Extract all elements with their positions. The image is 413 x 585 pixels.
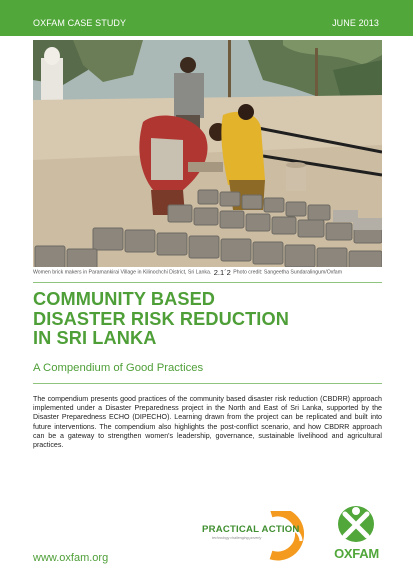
cover-photo [33,40,382,267]
header-bar [0,0,413,36]
caption-text: Women brick makers in Paramankirai Village in Kilinochchi District, Sri Lanka. [33,269,212,276]
photo-credit: Photo credit: Sangeetha Sundaralingum/Oxfam [233,269,343,276]
series-label: OXFAM CASE STUDY [33,18,127,28]
practical-action-tagline: technology challenging poverty [212,536,262,540]
publication-date: JUNE 2013 [332,18,379,28]
title-line-2: DISASTER RISK REDUCTION [33,308,289,329]
summary-paragraph: The compendium presents good practices of the community based disaster risk reduction (CBDRR) approach implemented under a Disaster Preparedness project in the North and East of Sri Lanka, supported by the Disaster Preparedness ECHO (DIPECHO). Learning drawn from the project can be replicated and built into future interventions. The compendium also highlights the post-conflict scenario, and how CBDRR approach can be a gateway to strengthen women's leadership, governance, sustainable livelihood and agricultural practices. [33,395,382,450]
caption-marker: 2.1´2 [213,268,231,277]
title-line-1: COMMUNITY BASED [33,289,216,309]
title-line-3: IN SRI LANKA [33,328,157,348]
report-title [33,290,393,349]
divider-bottom [33,383,382,384]
divider-top [33,282,382,283]
practical-action-wordmark: PRACTICAL ACTION [202,524,300,535]
website-link[interactable]: www.oxfam.org [33,552,109,564]
report-subtitle: A Compendium of Good Practices [33,362,204,374]
oxfam-wordmark: OXFAM [334,546,379,561]
photo-caption [33,268,382,277]
